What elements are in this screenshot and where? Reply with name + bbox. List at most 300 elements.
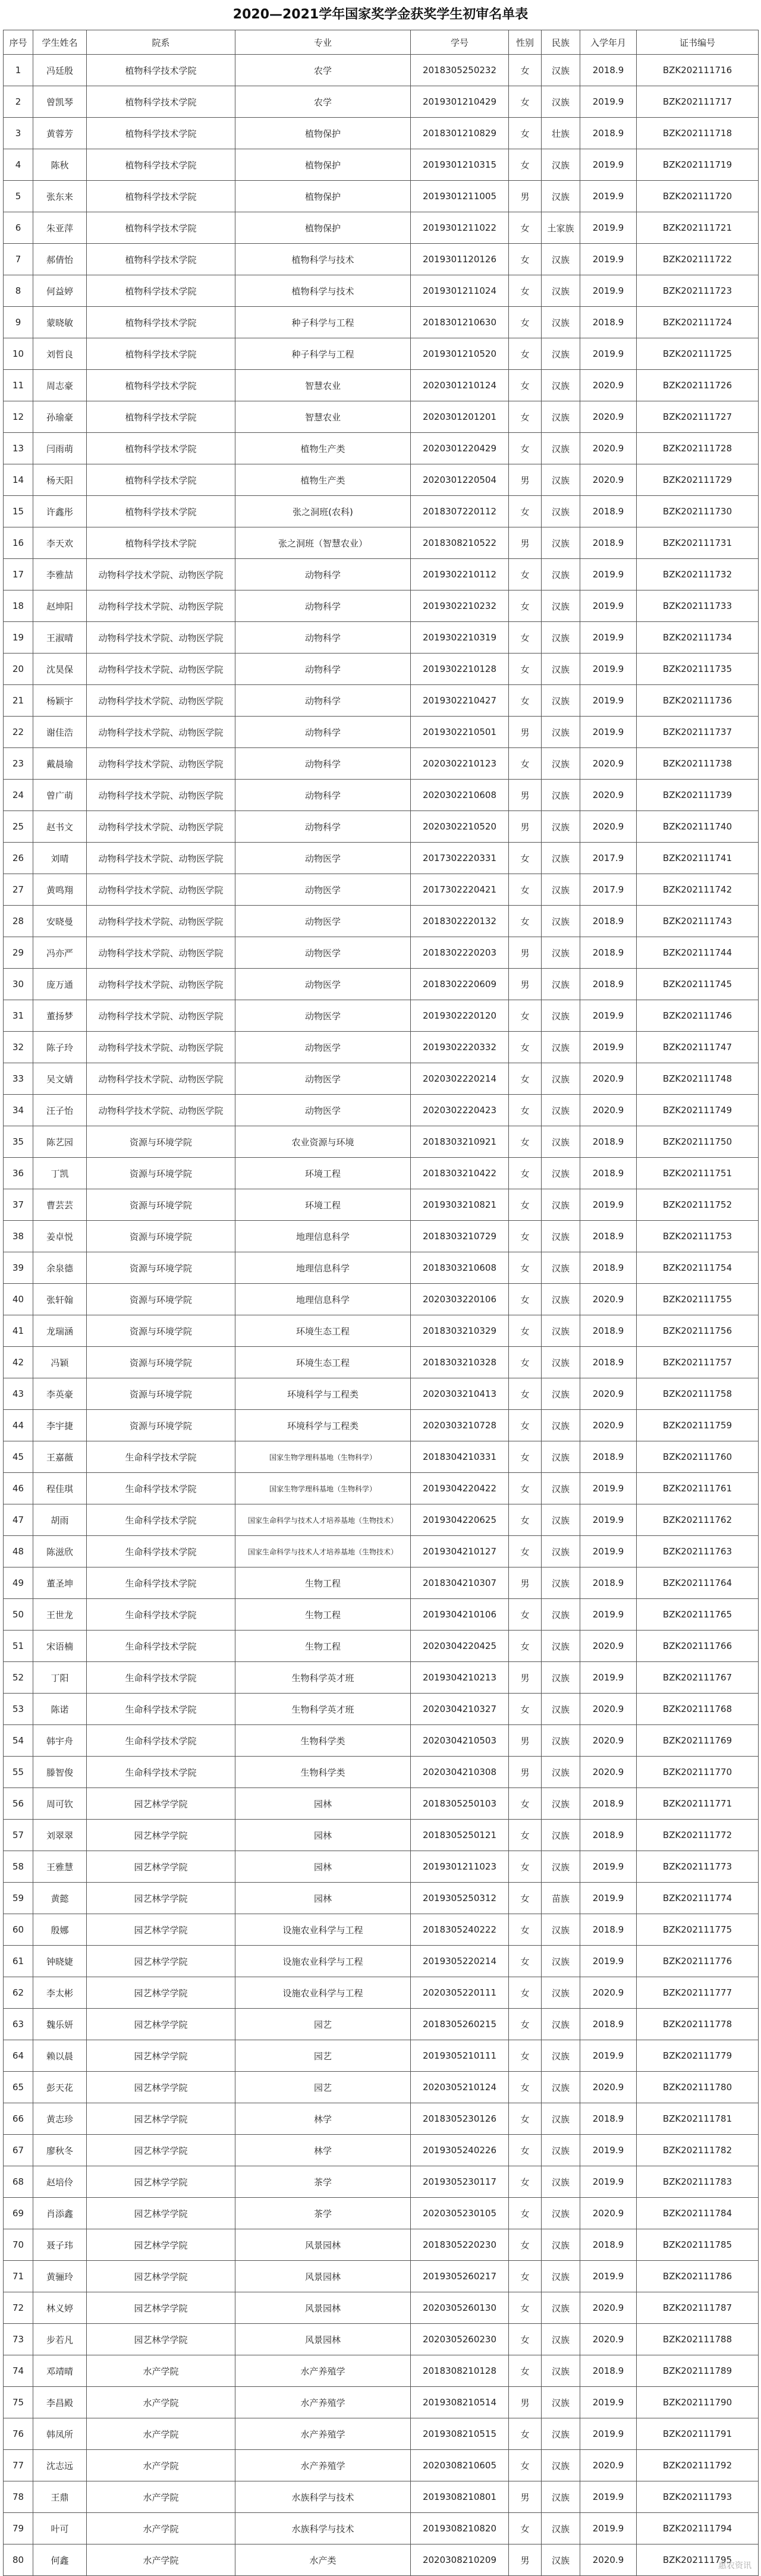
cell-index: 67	[4, 2135, 33, 2166]
cell-student-id: 2019302210128	[411, 654, 509, 685]
cell-ethnicity: 汉族	[542, 1757, 580, 1788]
cell-index: 4	[4, 149, 33, 181]
cell-certificate-no: BZK202111759	[637, 1410, 759, 1441]
cell-student-id: 2019303210821	[411, 1189, 509, 1221]
cell-certificate-no: BZK202111727	[637, 401, 759, 433]
cell-gender: 女	[509, 118, 542, 149]
cell-gender: 男	[509, 1662, 542, 1694]
table-row	[4, 622, 759, 654]
cell-ethnicity: 汉族	[542, 307, 580, 338]
table-row	[4, 181, 759, 212]
cell-enroll-date: 2018.9	[580, 2103, 637, 2135]
cell-gender: 男	[509, 1757, 542, 1788]
cell-ethnicity: 汉族	[542, 937, 580, 969]
cell-name: 钟晓婕	[33, 1946, 87, 1977]
table-row	[4, 55, 759, 86]
cell-enroll-date: 2019.9	[580, 244, 637, 275]
cell-ethnicity: 汉族	[542, 1158, 580, 1189]
cell-ethnicity: 汉族	[542, 2355, 580, 2387]
cell-name: 郝倩怡	[33, 244, 87, 275]
header-enroll-date: 入学年月	[580, 30, 637, 55]
cell-ethnicity: 汉族	[542, 559, 580, 590]
cell-college: 资源与环境学院	[87, 1315, 235, 1347]
cell-name: 陈秋	[33, 149, 87, 181]
cell-college: 园艺林学学院	[87, 1946, 235, 1977]
cell-enroll-date: 2020.9	[580, 2450, 637, 2481]
cell-student-id: 2019305230117	[411, 2166, 509, 2198]
cell-student-id: 2020301210124	[411, 370, 509, 401]
cell-major: 水族科学与技术	[235, 2513, 411, 2544]
cell-enroll-date: 2019.9	[580, 2166, 637, 2198]
cell-ethnicity: 汉族	[542, 527, 580, 559]
cell-ethnicity: 汉族	[542, 2229, 580, 2261]
cell-certificate-no: BZK202111792	[637, 2450, 759, 2481]
cell-college: 水产学院	[87, 2544, 235, 2576]
cell-name: 黄骊玲	[33, 2261, 87, 2292]
cell-index: 56	[4, 1788, 33, 1820]
cell-major: 动物科学	[235, 590, 411, 622]
cell-enroll-date: 2020.9	[580, 780, 637, 811]
cell-certificate-no: BZK202111794	[637, 2513, 759, 2544]
cell-gender: 男	[509, 527, 542, 559]
cell-enroll-date: 2019.9	[580, 275, 637, 307]
cell-ethnicity: 汉族	[542, 275, 580, 307]
cell-gender: 男	[509, 811, 542, 843]
cell-college: 植物科学技术学院	[87, 338, 235, 370]
cell-name: 杨天阳	[33, 464, 87, 496]
cell-student-id: 2019301211005	[411, 181, 509, 212]
cell-ethnicity: 汉族	[542, 2040, 580, 2072]
cell-index: 3	[4, 118, 33, 149]
cell-enroll-date: 2020.9	[580, 464, 637, 496]
cell-enroll-date: 2019.9	[580, 590, 637, 622]
cell-name: 李昌殿	[33, 2387, 87, 2418]
cell-certificate-no: BZK202111770	[637, 1757, 759, 1788]
cell-index: 78	[4, 2481, 33, 2513]
cell-student-id: 2020302210520	[411, 811, 509, 843]
cell-college: 生命科学技术学院	[87, 1441, 235, 1473]
cell-ethnicity: 汉族	[542, 2481, 580, 2513]
cell-student-id: 2020308210605	[411, 2450, 509, 2481]
cell-name: 廖秋冬	[33, 2135, 87, 2166]
cell-ethnicity: 汉族	[542, 1725, 580, 1757]
cell-ethnicity: 汉族	[542, 149, 580, 181]
cell-enroll-date: 2018.9	[580, 1126, 637, 1158]
cell-name: 董圣坤	[33, 1567, 87, 1599]
cell-certificate-no: BZK202111780	[637, 2072, 759, 2103]
cell-college: 园艺林学学院	[87, 2072, 235, 2103]
cell-student-id: 2019304220422	[411, 1473, 509, 1504]
cell-student-id: 2018303210422	[411, 1158, 509, 1189]
cell-student-id: 2018302220203	[411, 937, 509, 969]
cell-gender: 女	[509, 1189, 542, 1221]
cell-major: 设施农业科学与工程	[235, 1946, 411, 1977]
cell-ethnicity: 汉族	[542, 1095, 580, 1126]
cell-enroll-date: 2019.9	[580, 2513, 637, 2544]
cell-index: 37	[4, 1189, 33, 1221]
cell-ethnicity: 汉族	[542, 496, 580, 527]
cell-major: 水产养殖学	[235, 2418, 411, 2450]
cell-student-id: 2019308210801	[411, 2481, 509, 2513]
cell-certificate-no: BZK202111752	[637, 1189, 759, 1221]
cell-ethnicity: 汉族	[542, 1063, 580, 1095]
cell-certificate-no: BZK202111777	[637, 1977, 759, 2009]
cell-student-id: 2020304210308	[411, 1757, 509, 1788]
cell-college: 动物科学技术学院、动物医学院	[87, 590, 235, 622]
cell-name: 王淑晴	[33, 622, 87, 654]
cell-gender: 女	[509, 685, 542, 717]
cell-ethnicity: 汉族	[542, 401, 580, 433]
cell-name: 韩凤所	[33, 2418, 87, 2450]
table-row	[4, 2103, 759, 2135]
cell-index: 43	[4, 1378, 33, 1410]
cell-name: 曾凯琴	[33, 86, 87, 118]
cell-enroll-date: 2020.9	[580, 370, 637, 401]
cell-certificate-no: BZK202111791	[637, 2418, 759, 2450]
table-row	[4, 86, 759, 118]
cell-student-id: 2018303210329	[411, 1315, 509, 1347]
cell-student-id: 2020302220423	[411, 1095, 509, 1126]
cell-college: 园艺林学学院	[87, 2292, 235, 2324]
cell-index: 49	[4, 1567, 33, 1599]
cell-gender: 女	[509, 1000, 542, 1032]
table-row	[4, 717, 759, 748]
cell-major: 林学	[235, 2103, 411, 2135]
cell-college: 资源与环境学院	[87, 1221, 235, 1252]
cell-enroll-date: 2018.9	[580, 496, 637, 527]
cell-index: 44	[4, 1410, 33, 1441]
table-row	[4, 811, 759, 843]
table-row	[4, 433, 759, 464]
cell-enroll-date: 2020.9	[580, 1378, 637, 1410]
cell-name: 赖以晨	[33, 2040, 87, 2072]
cell-major: 环境科学与工程类	[235, 1410, 411, 1441]
cell-major: 国家生命科学与技术人才培养基地（生物技术）	[235, 1504, 411, 1536]
cell-ethnicity: 汉族	[542, 1347, 580, 1378]
cell-ethnicity: 汉族	[542, 2387, 580, 2418]
cell-student-id: 2019305220214	[411, 1946, 509, 1977]
cell-index: 51	[4, 1631, 33, 1662]
cell-college: 动物科学技术学院、动物医学院	[87, 874, 235, 906]
cell-index: 12	[4, 401, 33, 433]
cell-name: 冯颖	[33, 1347, 87, 1378]
cell-student-id: 2018305260215	[411, 2009, 509, 2040]
cell-certificate-no: BZK202111743	[637, 906, 759, 937]
cell-major: 动物科学	[235, 559, 411, 590]
cell-name: 张东来	[33, 181, 87, 212]
cell-index: 80	[4, 2544, 33, 2576]
cell-certificate-no: BZK202111746	[637, 1000, 759, 1032]
cell-student-id: 2020301201201	[411, 401, 509, 433]
cell-ethnicity: 汉族	[542, 1631, 580, 1662]
cell-student-id: 2019302210427	[411, 685, 509, 717]
cell-ethnicity: 汉族	[542, 1221, 580, 1252]
cell-enroll-date: 2020.9	[580, 1063, 637, 1095]
cell-name: 周志豪	[33, 370, 87, 401]
cell-student-id: 2018305250121	[411, 1820, 509, 1851]
cell-gender: 女	[509, 1788, 542, 1820]
cell-enroll-date: 2018.9	[580, 1347, 637, 1378]
cell-student-id: 2019304220625	[411, 1504, 509, 1536]
cell-student-id: 2018303210608	[411, 1252, 509, 1284]
cell-student-id: 2020304210327	[411, 1694, 509, 1725]
cell-gender: 女	[509, 2418, 542, 2450]
cell-gender: 男	[509, 2387, 542, 2418]
cell-certificate-no: BZK202111748	[637, 1063, 759, 1095]
cell-ethnicity: 汉族	[542, 1977, 580, 2009]
table-row	[4, 1977, 759, 2009]
cell-enroll-date: 2018.9	[580, 2229, 637, 2261]
cell-ethnicity: 汉族	[542, 969, 580, 1000]
cell-name: 庞万通	[33, 969, 87, 1000]
cell-index: 72	[4, 2292, 33, 2324]
cell-ethnicity: 壮族	[542, 118, 580, 149]
cell-major: 生物工程	[235, 1567, 411, 1599]
cell-major: 园林	[235, 1883, 411, 1914]
cell-student-id: 2019305210111	[411, 2040, 509, 2072]
table-row	[4, 1567, 759, 1599]
cell-name: 吴文婧	[33, 1063, 87, 1095]
cell-college: 资源与环境学院	[87, 1410, 235, 1441]
cell-gender: 女	[509, 874, 542, 906]
table-row	[4, 654, 759, 685]
cell-enroll-date: 2019.9	[580, 338, 637, 370]
cell-college: 园艺林学学院	[87, 1820, 235, 1851]
cell-college: 水产学院	[87, 2481, 235, 2513]
cell-major: 环境生态工程	[235, 1315, 411, 1347]
cell-student-id: 2020303220106	[411, 1284, 509, 1315]
cell-gender: 女	[509, 2198, 542, 2229]
table-row	[4, 2040, 759, 2072]
cell-enroll-date: 2020.9	[580, 1410, 637, 1441]
cell-name: 黄蓉芳	[33, 118, 87, 149]
cell-major: 智慧农业	[235, 370, 411, 401]
cell-enroll-date: 2020.9	[580, 2544, 637, 2576]
cell-college: 生命科学技术学院	[87, 1473, 235, 1504]
cell-major: 环境科学与工程类	[235, 1378, 411, 1410]
cell-name: 滕智俊	[33, 1757, 87, 1788]
cell-certificate-no: BZK202111766	[637, 1631, 759, 1662]
cell-certificate-no: BZK202111751	[637, 1158, 759, 1189]
cell-major: 设施农业科学与工程	[235, 1914, 411, 1946]
cell-index: 19	[4, 622, 33, 654]
cell-enroll-date: 2019.9	[580, 86, 637, 118]
cell-college: 生命科学技术学院	[87, 1567, 235, 1599]
cell-college: 园艺林学学院	[87, 2040, 235, 2072]
cell-gender: 女	[509, 1126, 542, 1158]
cell-student-id: 2019302220120	[411, 1000, 509, 1032]
table-row	[4, 212, 759, 244]
cell-gender: 女	[509, 1599, 542, 1631]
cell-name: 王嘉薇	[33, 1441, 87, 1473]
cell-ethnicity: 汉族	[542, 1315, 580, 1347]
cell-index: 14	[4, 464, 33, 496]
cell-major: 张之洞班（智慧农业）	[235, 527, 411, 559]
cell-index: 79	[4, 2513, 33, 2544]
cell-enroll-date: 2020.9	[580, 1725, 637, 1757]
cell-ethnicity: 汉族	[542, 2324, 580, 2355]
cell-certificate-no: BZK202111741	[637, 843, 759, 874]
cell-certificate-no: BZK202111749	[637, 1095, 759, 1126]
cell-gender: 女	[509, 1441, 542, 1473]
cell-index: 64	[4, 2040, 33, 2072]
cell-certificate-no: BZK202111721	[637, 212, 759, 244]
cell-major: 地理信息科学	[235, 1221, 411, 1252]
cell-certificate-no: BZK202111790	[637, 2387, 759, 2418]
header-major: 专业	[235, 30, 411, 55]
cell-gender: 女	[509, 654, 542, 685]
cell-index: 50	[4, 1599, 33, 1631]
cell-index: 73	[4, 2324, 33, 2355]
cell-gender: 女	[509, 307, 542, 338]
cell-certificate-no: BZK202111747	[637, 1032, 759, 1063]
cell-name: 龙瑞涵	[33, 1315, 87, 1347]
cell-major: 林学	[235, 2135, 411, 2166]
cell-student-id: 2019301211022	[411, 212, 509, 244]
cell-name: 刘哲良	[33, 338, 87, 370]
cell-enroll-date: 2019.9	[580, 2387, 637, 2418]
table-row	[4, 2166, 759, 2198]
cell-major: 生物科学类	[235, 1725, 411, 1757]
cell-enroll-date: 2018.9	[580, 2009, 637, 2040]
cell-ethnicity: 汉族	[542, 2103, 580, 2135]
cell-college: 生命科学技术学院	[87, 1725, 235, 1757]
cell-enroll-date: 2018.9	[580, 1820, 637, 1851]
cell-ethnicity: 汉族	[542, 86, 580, 118]
cell-major: 动物医学	[235, 1063, 411, 1095]
cell-college: 资源与环境学院	[87, 1347, 235, 1378]
cell-major: 动物科学	[235, 622, 411, 654]
cell-college: 植物科学技术学院	[87, 118, 235, 149]
cell-certificate-no: BZK202111722	[637, 244, 759, 275]
cell-student-id: 2019308210515	[411, 2418, 509, 2450]
cell-ethnicity: 汉族	[542, 1126, 580, 1158]
cell-index: 5	[4, 181, 33, 212]
cell-major: 动物医学	[235, 1000, 411, 1032]
cell-gender: 女	[509, 1252, 542, 1284]
cell-college: 动物科学技术学院、动物医学院	[87, 748, 235, 780]
table-row	[4, 1662, 759, 1694]
cell-student-id: 2020304220425	[411, 1631, 509, 1662]
cell-ethnicity: 汉族	[542, 1032, 580, 1063]
cell-college: 动物科学技术学院、动物医学院	[87, 811, 235, 843]
cell-ethnicity: 汉族	[542, 1788, 580, 1820]
cell-gender: 女	[509, 55, 542, 86]
table-row	[4, 1725, 759, 1757]
cell-index: 21	[4, 685, 33, 717]
cell-major: 农学	[235, 86, 411, 118]
table-row	[4, 1946, 759, 1977]
cell-major: 园艺	[235, 2009, 411, 2040]
cell-name: 王雅慧	[33, 1851, 87, 1883]
cell-ethnicity: 汉族	[542, 622, 580, 654]
cell-major: 生物科学英才班	[235, 1662, 411, 1694]
cell-name: 赵书文	[33, 811, 87, 843]
cell-index: 41	[4, 1315, 33, 1347]
table-row	[4, 1914, 759, 1946]
cell-enroll-date: 2020.9	[580, 1631, 637, 1662]
cell-ethnicity: 汉族	[542, 1599, 580, 1631]
cell-gender: 女	[509, 1095, 542, 1126]
cell-enroll-date: 2020.9	[580, 1757, 637, 1788]
cell-enroll-date: 2019.9	[580, 1032, 637, 1063]
cell-college: 植物科学技术学院	[87, 181, 235, 212]
cell-certificate-no: BZK202111784	[637, 2198, 759, 2229]
cell-gender: 女	[509, 2040, 542, 2072]
cell-gender: 女	[509, 1694, 542, 1725]
cell-index: 65	[4, 2072, 33, 2103]
cell-enroll-date: 2018.9	[580, 118, 637, 149]
table-row	[4, 843, 759, 874]
cell-student-id: 2019304210127	[411, 1536, 509, 1567]
cell-ethnicity: 汉族	[542, 1441, 580, 1473]
cell-ethnicity: 汉族	[542, 464, 580, 496]
cell-gender: 女	[509, 590, 542, 622]
cell-student-id: 2019301210520	[411, 338, 509, 370]
cell-ethnicity: 汉族	[542, 590, 580, 622]
cell-certificate-no: BZK202111760	[637, 1441, 759, 1473]
cell-ethnicity: 汉族	[542, 2166, 580, 2198]
header-name: 学生姓名	[33, 30, 87, 55]
cell-gender: 女	[509, 433, 542, 464]
cell-index: 1	[4, 55, 33, 86]
cell-gender: 女	[509, 1946, 542, 1977]
cell-student-id: 2018305250232	[411, 55, 509, 86]
cell-certificate-no: BZK202111775	[637, 1914, 759, 1946]
cell-gender: 女	[509, 1851, 542, 1883]
cell-certificate-no: BZK202111768	[637, 1694, 759, 1725]
cell-college: 动物科学技术学院、动物医学院	[87, 780, 235, 811]
cell-student-id: 2018308210522	[411, 527, 509, 559]
cell-name: 安晓曼	[33, 906, 87, 937]
cell-student-id: 2018305230126	[411, 2103, 509, 2135]
cell-gender: 女	[509, 1914, 542, 1946]
cell-certificate-no: BZK202111720	[637, 181, 759, 212]
table-row	[4, 2324, 759, 2355]
cell-certificate-no: BZK202111737	[637, 717, 759, 748]
cell-gender: 女	[509, 843, 542, 874]
cell-major: 水族科学与技术	[235, 2481, 411, 2513]
cell-certificate-no: BZK202111761	[637, 1473, 759, 1504]
cell-major: 动物科学	[235, 717, 411, 748]
cell-major: 国家生命科学与技术人才培养基地（生物技术）	[235, 1536, 411, 1567]
cell-certificate-no: BZK202111742	[637, 874, 759, 906]
cell-college: 园艺林学学院	[87, 2229, 235, 2261]
cell-college: 植物科学技术学院	[87, 464, 235, 496]
cell-gender: 女	[509, 401, 542, 433]
cell-student-id: 2019301120126	[411, 244, 509, 275]
cell-index: 27	[4, 874, 33, 906]
cell-index: 25	[4, 811, 33, 843]
cell-gender: 女	[509, 1284, 542, 1315]
cell-ethnicity: 汉族	[542, 2544, 580, 2576]
cell-student-id: 2019302210232	[411, 590, 509, 622]
header-student-id: 学号	[411, 30, 509, 55]
cell-name: 冯亦严	[33, 937, 87, 969]
table-row	[4, 1631, 759, 1662]
cell-index: 58	[4, 1851, 33, 1883]
cell-major: 生物工程	[235, 1599, 411, 1631]
cell-major: 植物科学与技术	[235, 244, 411, 275]
table-row	[4, 370, 759, 401]
cell-name: 程佳琪	[33, 1473, 87, 1504]
cell-student-id: 2018305220230	[411, 2229, 509, 2261]
cell-enroll-date: 2020.9	[580, 811, 637, 843]
cell-index: 29	[4, 937, 33, 969]
cell-name: 蒙晓敏	[33, 307, 87, 338]
cell-gender: 女	[509, 149, 542, 181]
cell-certificate-no: BZK202111730	[637, 496, 759, 527]
